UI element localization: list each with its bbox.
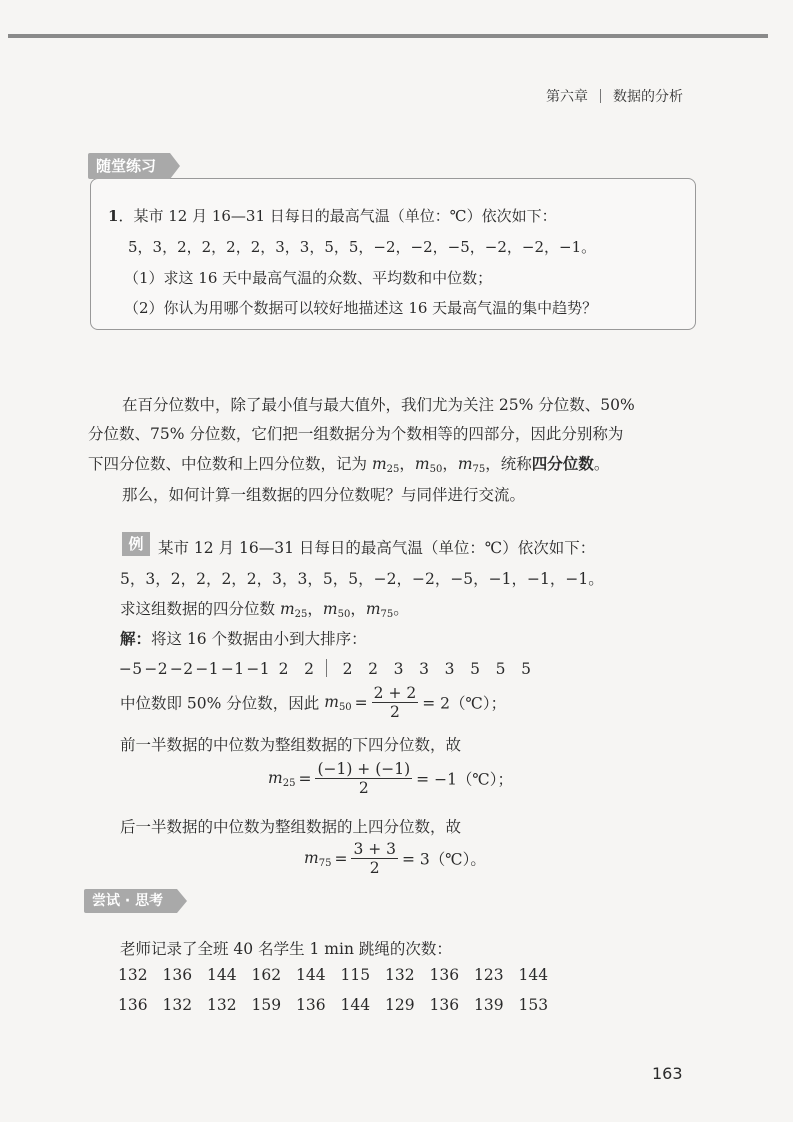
m25-fraction: $\frac{(-1) + (-1)}{2}$ (317, 760, 411, 797)
example-line-2: 5，3，2，2，2，2，3，3，5，5，−2，−2，−5，−1，−1，−1。 (120, 570, 604, 588)
practice-question: 1．某市 12 月 16—31 日每日的最高气温（单位：℃）依次如下： (108, 207, 557, 225)
m50-fraction: $\frac{2 + 2}{2}$ (373, 684, 417, 721)
solution-label: 解： (120, 630, 152, 648)
m50-symbol: $m_{50}$ (414, 455, 443, 475)
top-rule (8, 34, 768, 38)
intro-line-3: 下四分位数、中位数和上四分位数，记为 $m_{25}$，$m_{50}$，$m_{75}$，统称四分位数。 (88, 454, 610, 475)
running-header (546, 86, 683, 106)
half-divider (326, 659, 335, 677)
solution-text: 将这 16 个数据由小到大排序： (151, 630, 367, 648)
page-number: 163 (652, 1064, 683, 1083)
m25-symbol: $m_{25}$ (371, 455, 400, 475)
m75-symbol: $m_{75}$ (457, 455, 486, 475)
term-quartile: 四分位数 (531, 454, 594, 473)
practice-sub2: （2）你认为用哪个数据可以较好地描述这 16 天最高气温的集中趋势？ (124, 299, 598, 317)
practice-sub1: （1）求这 16 天中最高气温的众数、平均数和中位数； (124, 269, 493, 287)
example-line-3: 求这组数据的四分位数 $m_{25}$，$m_{50}$，$m_{75}$。 (120, 600, 409, 620)
solution-line (120, 627, 367, 649)
intro-line-4: 那么，如何计算一组数据的四分位数呢？与同伴进行交流。 (122, 486, 526, 504)
practice-tag: 随堂练习 (88, 153, 170, 179)
data-row-1: 132 136 144 162 144 115 132 136 123 144 (118, 966, 549, 984)
m75-formula: $m_{75}$ = $\frac{3 + 3}{2}$ = 3（℃）。 (304, 840, 486, 877)
chapter-title: 数据的分析 (613, 89, 683, 105)
lower-quartile-text: 前一半数据的中位数为整组数据的下四分位数，故 (120, 736, 462, 754)
intro-line-2: 分位数、75% 分位数，它们把一组数据分为个数相等的四部分，因此分别称为 (88, 425, 624, 443)
upper-quartile-text: 后一半数据的中位数为整组数据的上四分位数，故 (120, 818, 462, 836)
example-line-1: 某市 12 月 16—31 日每日的最高气温（单位：℃）依次如下： (158, 539, 596, 557)
data-row-2: 136 132 132 159 136 144 129 136 139 153 (118, 996, 549, 1014)
example-tag: 例 (122, 532, 150, 556)
header-separator (600, 89, 601, 103)
try-text: 老师记录了全班 40 名学生 1 min 跳绳的次数： (120, 940, 452, 958)
question-text: 某市 12 月 16—31 日每日的最高气温（单位：℃）依次如下： (133, 207, 557, 225)
try-think-tag: 尝试 · 思考 (84, 889, 177, 913)
m25-formula: $m_{25}$ = $\frac{(-1) + (-1)}{2}$ = −1（℃）； (268, 760, 514, 797)
question-number: 1 (108, 207, 119, 225)
intro-line-1: 在百分位数中，除了最小值与最大值外，我们尤为关注 25% 分位数、50% (122, 396, 635, 414)
chapter-label: 第六章 (546, 89, 588, 105)
median-line: 中位数即 50% 分位数，因此 $m_{50}$ = $\frac{2 + 2}{2}$ = 2（℃）； (120, 684, 507, 721)
intro-line-3-text: 下四分位数、中位数和上四分位数，记为 (88, 455, 372, 473)
sorted-data: −5 −2 −2 −1 −1 −1 2 2 2 2 3 3 3 5 5 5 (118, 660, 532, 678)
m75-fraction: $\frac{3 + 3}{2}$ (353, 840, 397, 877)
practice-data: 5，3，2，2，2，2，3，3，5，5，−2，−2，−5，−2，−2，−1。 (128, 238, 597, 256)
